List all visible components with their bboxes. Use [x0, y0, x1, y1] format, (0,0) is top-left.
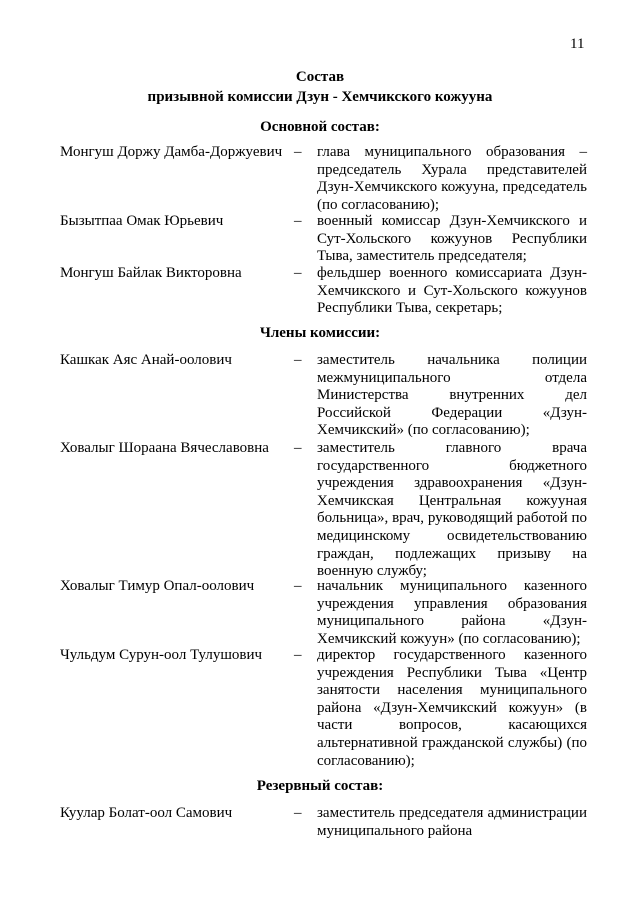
member-role: военный комиссар Дзун-Хемчикского и Сут-Хольского кожуунов Республики Тыва, заместитель председателя;	[317, 213, 587, 265]
member-name: Куулар Болат-оол Самович	[60, 805, 233, 821]
dash-separator: –	[294, 265, 302, 281]
member-role: начальник муниципального казенного учреждения управления образования муниципального района «Дзун-Хемчикский кожуун» (по согласованию);	[317, 578, 587, 647]
member-role: заместитель начальника полиции межмуниципального отдела Министерства внутренних дел Российской Федерации «Дзун-Хемчикский» (по согласованию);	[317, 352, 587, 439]
member-role: заместитель главного врача государственного бюджетного учреждения здравоохранения «Дзун-Хемчикская Центральная кожууная больница», врач, руководящий работой по медицинскому освидетельствованию граждан, подлежащих призыву на военную службу;	[317, 440, 587, 580]
document-subtitle: призывной комиссии Дзун - Хемчикского кожууна	[147, 89, 493, 105]
member-role: фельдшер военного комиссариата Дзун-Хемчикского и Сут-Хольского кожуунов Республики Тыва, секретарь;	[317, 265, 587, 317]
dash-separator: –	[294, 352, 302, 368]
member-role: директор государственного казенного учреждения Республики Тыва «Центр занятости населения муниципального района «Дзун-Хемчикский кожуун» (в части вопросов, касающихся альтернативной гражданской службы) (по согласованию);	[317, 647, 587, 769]
member-name: Бызытпаа Омак Юрьевич	[60, 213, 224, 229]
dash-separator: –	[294, 647, 302, 663]
member-name: Монгуш Байлак Викторовна	[60, 265, 242, 281]
dash-separator: –	[294, 805, 302, 821]
member-name: Ховалыг Тимур Опал-оолович	[60, 578, 255, 594]
section-heading-reserve: Резервный состав:	[256, 778, 384, 794]
member-role: глава муниципального образования – председатель Хурала представителей Дзун-Хемчикского кожууна, председатель (по согласованию);	[317, 144, 587, 213]
section-heading-members: Члены комиссии:	[259, 325, 381, 341]
document-title: Состав	[295, 69, 345, 85]
section-heading-main: Основной состав:	[260, 119, 380, 135]
member-name: Монгуш Доржу Дамба-Доржуевич	[60, 144, 283, 160]
dash-separator: –	[294, 440, 302, 456]
member-name: Ховалыг Шораана Вячеславовна	[60, 440, 269, 456]
member-name: Чульдум Сурун-оол Тулушович	[60, 647, 263, 663]
page-number: 11	[570, 36, 585, 52]
dash-separator: –	[294, 578, 302, 594]
dash-separator: –	[294, 213, 302, 229]
dash-separator: –	[294, 144, 302, 160]
member-role: заместитель председателя администрации муниципального района	[317, 805, 587, 839]
member-name: Кашкак Аяс Анай-оолович	[60, 352, 232, 368]
